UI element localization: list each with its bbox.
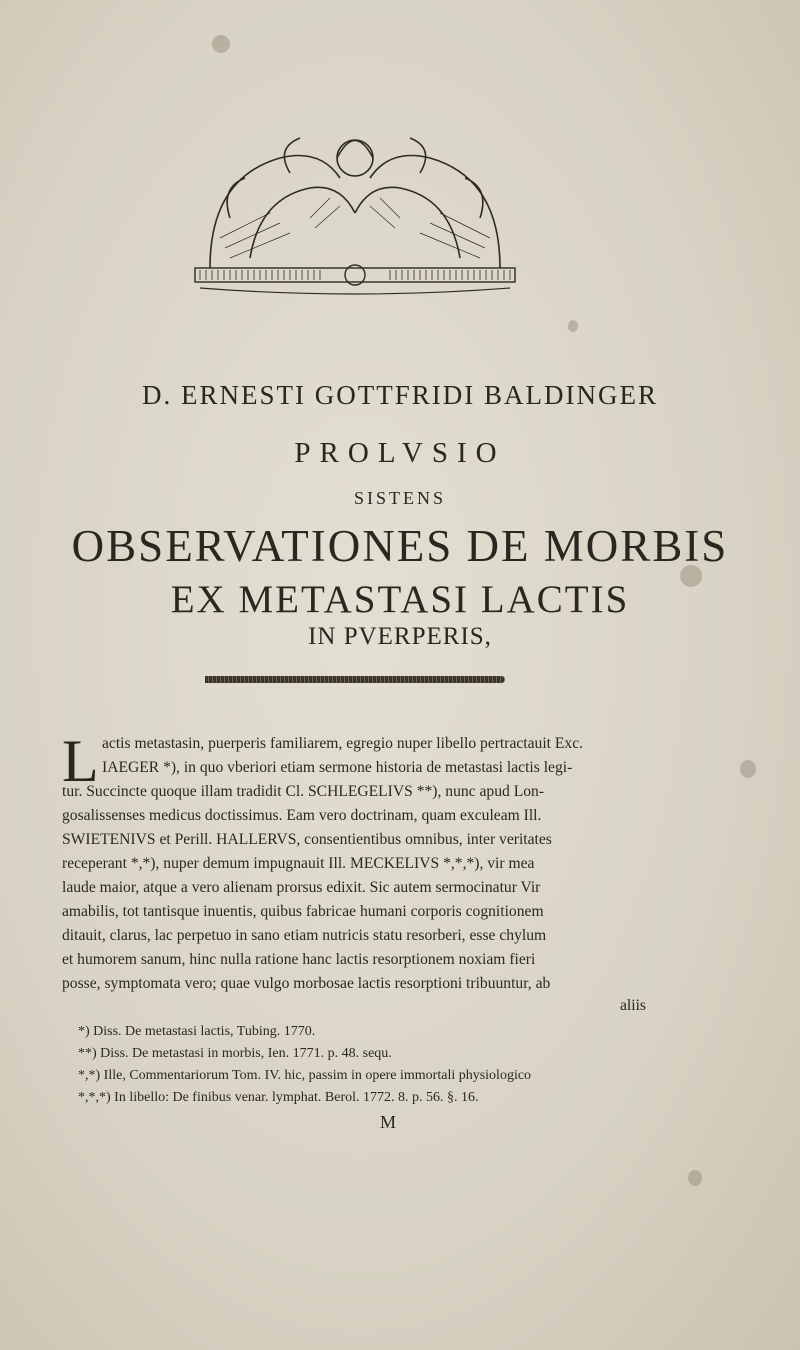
footnote: *,*) Ille, Commentariorum Tom. IV. hic, passim in opere immortali physiologico bbox=[78, 1068, 532, 1083]
foxing-spot bbox=[212, 35, 230, 53]
body-line: posse, symptomata vero; quae vulgo morbosae lactis resorptioni tribuuntur, ab bbox=[62, 975, 551, 992]
drop-capital: L bbox=[62, 728, 99, 794]
main-title-line-3: IN PVERPERIS, bbox=[308, 623, 492, 650]
body-line: amabilis, tot tantisque inuentis, quibus fabricae humani corporis cognitionem bbox=[62, 903, 544, 920]
foxing-spot bbox=[688, 1170, 702, 1186]
main-title-line-2: EX METASTASI LACTIS bbox=[170, 578, 630, 621]
headpiece-ornament bbox=[190, 118, 520, 298]
footnote: **) Diss. De metastasi in morbis, Ien. 1771. p. 48. sequ. bbox=[78, 1046, 392, 1061]
body-line: gosalissenses medicus doctissimus. Eam vero doctrinam, quam exculeam Ill. bbox=[62, 807, 542, 824]
body-line: IAEGER *), in quo vberiori etiam sermone historia de metastasi lactis legi- bbox=[102, 759, 573, 776]
sistens-line: SISTENS bbox=[353, 488, 446, 508]
body-line: SWIETENIVS et Perill. HALLERVS, consentientibus omnibus, inter veritates bbox=[62, 831, 552, 848]
work-type: PROLVSIO bbox=[294, 437, 506, 469]
body-line: et humorem sanum, hinc nulla ratione hanc lactis resorptionem noxiam fieri bbox=[62, 951, 536, 968]
catchword: aliis bbox=[620, 997, 646, 1014]
signature-mark: M bbox=[380, 1112, 397, 1132]
body-line: tur. Succincte quoque illam tradidit Cl. SCHLEGELIVS **), nunc apud Lon- bbox=[62, 783, 545, 800]
body-line: receperant *,*), nuper demum impugnauit Ill. MECKELIVS *,*,*), vir mea bbox=[62, 855, 535, 872]
body-line: laude maior, atque a vero alienam prorsus edixit. Sic autem sermocinatur Vir bbox=[62, 879, 541, 896]
footnote: *,*,*) In libello: De finibus venar. lymphat. Berol. 1772. 8. p. 56. §. 16. bbox=[78, 1090, 479, 1105]
foxing-spot bbox=[740, 760, 756, 778]
foxing-spot bbox=[568, 320, 578, 332]
footnote: *) Diss. De metastasi lactis, Tubing. 1770. bbox=[78, 1024, 316, 1039]
decorative-rule bbox=[205, 676, 505, 683]
main-title-line-1: OBSERVATIONES DE MORBIS bbox=[71, 521, 729, 571]
body-line: actis metastasin, puerperis familiarem, egregio nuper libello pertractauit Exc. bbox=[102, 735, 584, 752]
author-line: D. ERNESTI GOTTFRIDI BALDINGER bbox=[142, 380, 658, 410]
body-line: ditauit, clarus, lac perpetuo in sano etiam nutricis statu resorberi, esse chylum bbox=[62, 927, 547, 944]
